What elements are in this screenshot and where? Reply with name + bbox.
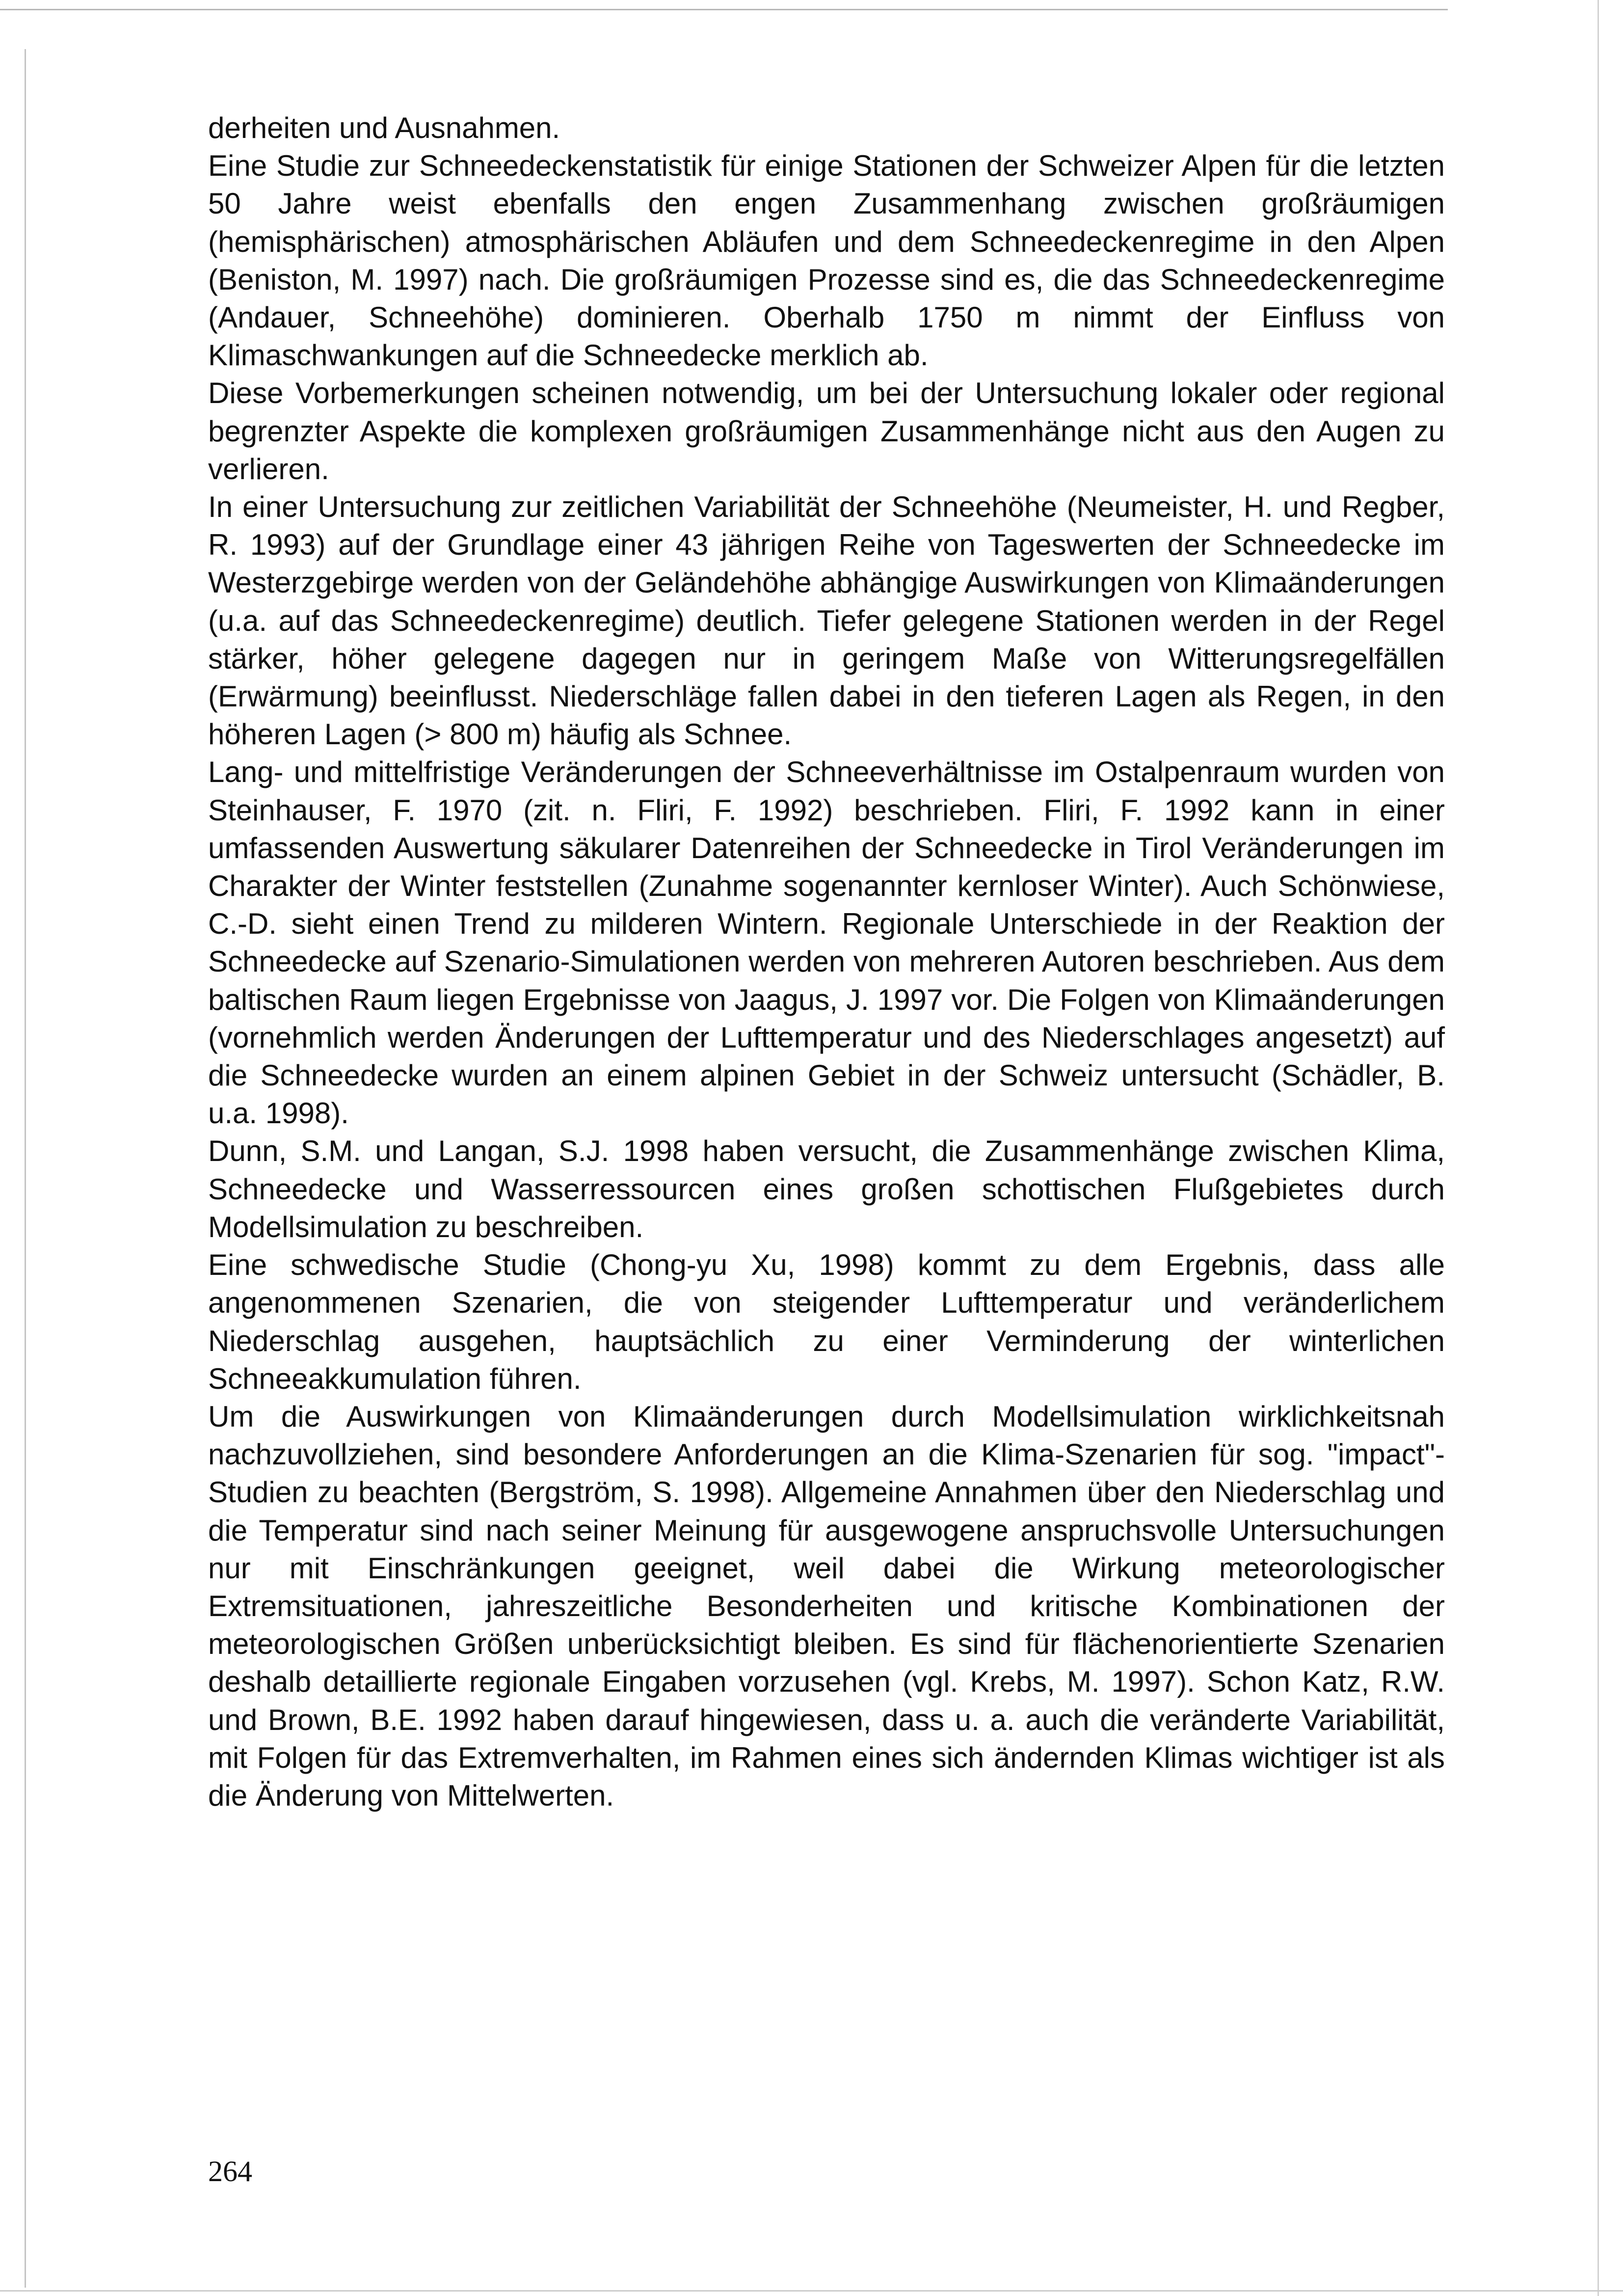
paragraph-schneedeckenstatistik: Eine Studie zur Schneedeckenstatistik für einige Stationen der Schweizer Alpen für die letzten 50 Jahre weist ebenfalls den engen Zusammenhang zwischen großräumigen (hemisphärischen) atmosphärischen Abläufen und dem Schneedeckenregime in den Alpen (Beniston, M. 1997) nach. Die großräumigen Prozesse sind es, die das Schneedeckenregime (Andauer, Schneehöhe) dominieren. Oberhalb 1750 m nimmt der Einfluss von Klimaschwankungen auf die Schneedecke merklich ab. <box>208 149 1445 372</box>
paragraph-schwedische-studie: Eine schwedische Studie (Chong-yu Xu, 1998) kommt zu dem Ergebnis, dass alle angenommenen Szenarien, die von steigender Lufttemperatur und veränderlichem Niederschlag ausgehen, hauptsächlich zu einer Verminderung der winterlichen Schneeakkumulation führen. <box>208 1248 1445 1395</box>
paragraph-vorbemerkungen: Diese Vorbemerkungen scheinen notwendig, um bei der Untersuchung lokaler oder regional begrenzter Aspekte die komplexen großräumigen Zusammenhänge nicht aus den Augen zu verlieren. <box>208 377 1445 486</box>
paragraph-modellsimulation: Um die Auswirkungen von Klimaänderungen durch Modellsimulation wirklichkeitsnah nachzuvollziehen, sind besondere Anforderungen an die Klima-Szenarien für sog. "impact"- Studien zu beachten (Bergström, S. 1998). Allgemeine Annahmen über den Niederschlag und die Temperatur sind nach seiner Meinung für ausgewogene anspruchsvolle Untersuchungen nur mit Einschränkungen geeignet, weil dabei die Wirkung meteorologischer Extremsituationen, jahreszeitliche Besonderheiten und kritische Kombinationen der meteorologischen Größen unberücksichtigt bleiben. Es sind für flächenorientierte Szenarien deshalb detaillierte regionale Eingaben vorzusehen (vgl. Krebs, M. 1997). Schon Katz, R.W. und Brown, B.E. 1992 haben darauf hingewiesen, dass u. a. auch die veränderte Variabilität, mit Folgen für das Extremverhalten, im Rahmen eines sich ändernden Klimas wichtiger ist als die Änderung von Mittelwerten. <box>208 1400 1445 1812</box>
paragraph-schneehoehe-variabilitaet: In einer Untersuchung zur zeitlichen Variabilität der Schneehöhe (Neumeister, H. und Regber, R. 1993) auf der Grundlage einer 43 jährigen Reihe von Tageswerten der Schneedecke im Westerzgebirge werden von der Geländehöhe abhängige Auswirkungen von Klimaänderungen (u.a. auf das Schneedeckenregime) deutlich. Tiefer gelegene Stationen werden in der Regel stärker, höher gelegene dagegen nur in geringem Maße von Witterungsregelfällen (Erwärmung) beeinflusst. Niederschläge fallen dabei in den tieferen Lagen als Regen, in den höheren Lagen (> 800 m) häufig als Schnee. <box>208 490 1445 751</box>
paragraph-dunn-langan: Dunn, S.M. und Langan, S.J. 1998 haben versucht, die Zusammenhänge zwischen Klima, Schneedecke und Wasserressourcen eines großen schottischen Flußgebietes durch Modellsimulation zu beschreiben. <box>208 1134 1445 1243</box>
scan-edge-top <box>0 9 1448 10</box>
page-number: 264 <box>208 2155 252 2188</box>
paragraph-ostalpenraum: Lang- und mittelfristige Veränderungen der Schneeverhältnisse im Ostalpenraum wurden von Steinhauser, F. 1970 (zit. n. Fliri, F. 1992) beschrieben. Fliri, F. 1992 kann in einer umfassenden Auswertung säkularer Datenreihen der Schneedecke in Tirol Veränderungen im Charakter der Winter feststellen (Zunahme sogenannter kernloser Winter). Auch Schönwiese, C.-D. sieht einen Trend zu milderen Wintern. Regionale Unterschiede in der Reaktion der Schneedecke auf Szenario-Simulationen werden von mehreren Autoren beschrieben. Aus dem baltischen Raum liegen Ergebnisse von Jaagus, J. 1997 vor. Die Folgen von Klimaänderungen (vornehmlich werden Änderungen der Lufttemperatur und des Niederschlages angesetzt) auf die Schneedecke wurden an einem alpinen Gebiet in der Schweiz untersucht (Schädler, B. u.a. 1998). <box>208 756 1445 1130</box>
paragraph-continuation: derheiten und Ausnahmen. <box>208 111 560 144</box>
scan-edge-left <box>25 49 26 2288</box>
body-text <box>208 109 1445 1814</box>
scan-edge-bottom <box>0 2290 1623 2292</box>
scan-edge-right <box>1597 0 1599 2296</box>
